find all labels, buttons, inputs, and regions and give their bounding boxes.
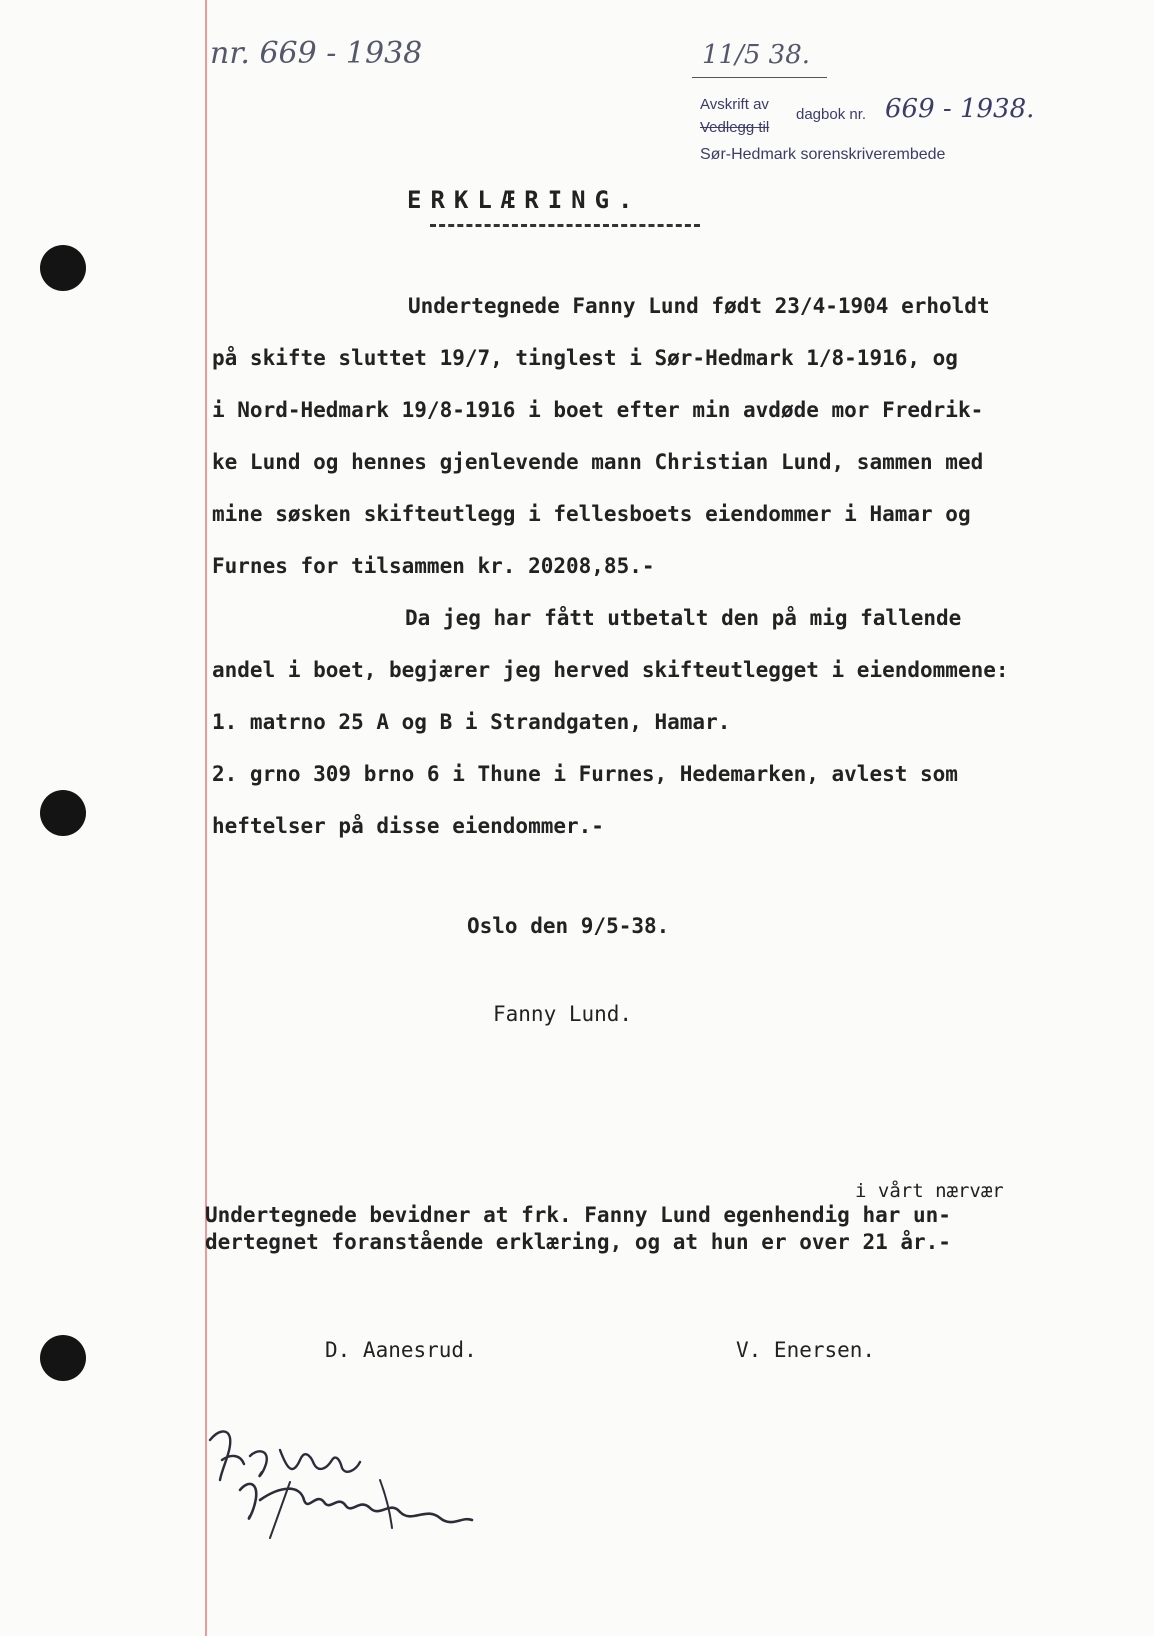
date-underline [692,77,827,78]
place-date: Oslo den 9/5-38. [467,914,670,938]
handwritten-reference: nr. 669 - 1938 [210,36,423,71]
paragraph-line: ke Lund og hennes gjenlevende mann Christian Lund, sammen med [212,450,984,474]
paragraph-line: andel i boet, begjærer jeg herved skifteutlegget i eiendommene: [212,658,1009,682]
punch-hole [40,790,86,836]
declarant-name: Fanny Lund. [493,1002,633,1026]
handwritten-date: 11/5 38. [702,40,810,70]
stamp-office: Sør-Hedmark sorenskriverembede [700,146,946,163]
stamp-dagbok-number: 669 - 1938. [885,94,1035,124]
stamp-avskrift: Avskrift av [700,96,769,113]
paragraph-line: på skifte sluttet 19/7, tinglest i Sør-Hedmark 1/8-1916, og [212,346,958,370]
handwritten-certification-signature [200,1420,520,1550]
paragraph-line: Da jeg har fått utbetalt den på mig fallende [405,606,962,630]
property-item: 2. grno 309 brno 6 i Thune i Furnes, Hedemarken, avlest som [212,762,958,786]
witness-one: D. Aanesrud. [325,1338,477,1362]
property-item: 1. matrno 25 A og B i Strandgaten, Hamar. [212,710,731,734]
paragraph-line: i Nord-Hedmark 19/8-1916 i boet efter min avdøde mor Fredrik- [212,398,984,422]
stamp-dagbok: dagbok nr. [796,106,867,123]
witness-line: dertegnet foranstående erklæring, og at hun er over 21 år.- [205,1230,951,1254]
witness-two: V. Enersen. [736,1338,876,1362]
paragraph-line: mine søsken skifteutlegg i fellesboets eiendommer i Hamar og [212,502,971,526]
paragraph-line: Undertegnede Fanny Lund født 23/4-1904 erholdt [408,294,990,318]
stamp-vedlegg-struck: Vedlegg til [700,119,770,136]
paragraph-line: Furnes for tilsammen kr. 20208,85.- [212,554,655,578]
punch-hole [40,245,86,291]
paragraph-line: heftelser på disse eiendommer.- [212,814,604,838]
witness-line: Undertegnede bevidner at frk. Fanny Lund egenhendig har un- [205,1203,951,1227]
witness-insert: i vårt nærvær [855,1180,1004,1202]
punch-hole [40,1335,86,1381]
margin-rule [205,0,207,1636]
title-underline [430,224,700,227]
document-title: ERKLÆRING. [407,186,642,214]
